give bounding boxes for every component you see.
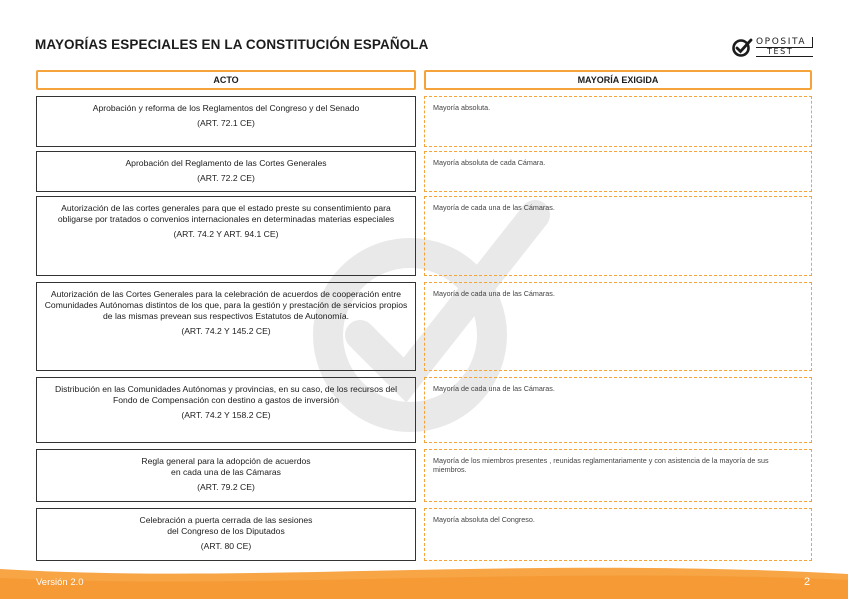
acto-ref: (ART. 72.2 CE)	[197, 173, 255, 183]
mayoria-cell: Mayoría de los miembros presentes , reunidas reglamentariamente y con asistencia de la mayoría de sus miembros.	[424, 449, 812, 502]
page-title: MAYORÍAS ESPECIALES EN LA CONSTITUCIÓN ESPAÑOLA	[35, 37, 429, 52]
acto-ref: (ART. 79.2 CE)	[197, 482, 255, 492]
mayoria-cell: Mayoría absoluta del Congreso.	[424, 508, 812, 561]
acto-cell	[36, 508, 416, 561]
acto-ref: (ART. 74.2 Y 158.2 CE)	[181, 410, 271, 420]
acto-cell	[36, 196, 416, 276]
acto-text: Aprobación del Reglamento de las Cortes Generales	[125, 158, 327, 168]
header-mayoria: MAYORÍA EXIGIDA	[424, 70, 812, 90]
acto-text: Distribución en las Comunidades Autónomas y provincias, en su caso, de los recursos del Fondo de Compensación con destino a gastos de inversión	[54, 384, 398, 405]
acto-ref: (ART. 80 CE)	[200, 541, 252, 551]
oposita-test-logo	[731, 36, 813, 58]
acto-cell	[36, 449, 416, 502]
version-label: Versión 2.0	[36, 577, 84, 588]
acto-ref: (ART. 74.2 Y 145.2 CE)	[181, 326, 271, 336]
mayoria-cell: Mayoría absoluta de cada Cámara.	[424, 151, 812, 192]
logo-word-oposita: OPOSITA	[756, 37, 807, 47]
footer-band	[0, 564, 848, 599]
acto-text: Celebración a puerta cerrada de las sesiones del Congreso de los Diputados	[139, 515, 313, 536]
mayoria-cell: Mayoría absoluta.	[424, 96, 812, 147]
check-circle-icon	[731, 36, 753, 58]
mayoria-cell: Mayoría de cada una de las Cámaras.	[424, 282, 812, 371]
mayoria-cell: Mayoría de cada una de las Cámaras.	[424, 377, 812, 443]
acto-cell	[36, 282, 416, 371]
acto-text: Aprobación y reforma de los Reglamentos del Congreso y del Senado	[92, 103, 360, 113]
acto-cell	[36, 377, 416, 443]
page-number: 2	[804, 576, 811, 588]
logo-word-test: TEST	[767, 47, 794, 56]
header-acto: ACTO	[36, 70, 416, 90]
acto-text: Autorización de las cortes generales para que el estado preste su consentimiento para obligarse por tratados o convenios internacionales en determinadas materias especiales	[57, 203, 395, 224]
acto-cell	[36, 96, 416, 147]
acto-cell	[36, 151, 416, 192]
acto-ref: (ART. 72.1 CE)	[197, 118, 255, 128]
acto-ref: (ART. 74.2 Y ART. 94.1 CE)	[173, 229, 279, 239]
acto-text: Autorización de las Cortes Generales para la celebración de acuerdos de cooperación entre Comunidades Autónomas distintos de los que, para la gestión y prestación de servicios propios de las mismas prevean sus respectivos Estatutos de Autonomía.	[44, 289, 408, 321]
acto-text: Regla general para la adopción de acuerdos en cada una de las Cámaras	[141, 456, 311, 477]
mayoria-cell: Mayoría de cada una de las Cámaras.	[424, 196, 812, 276]
